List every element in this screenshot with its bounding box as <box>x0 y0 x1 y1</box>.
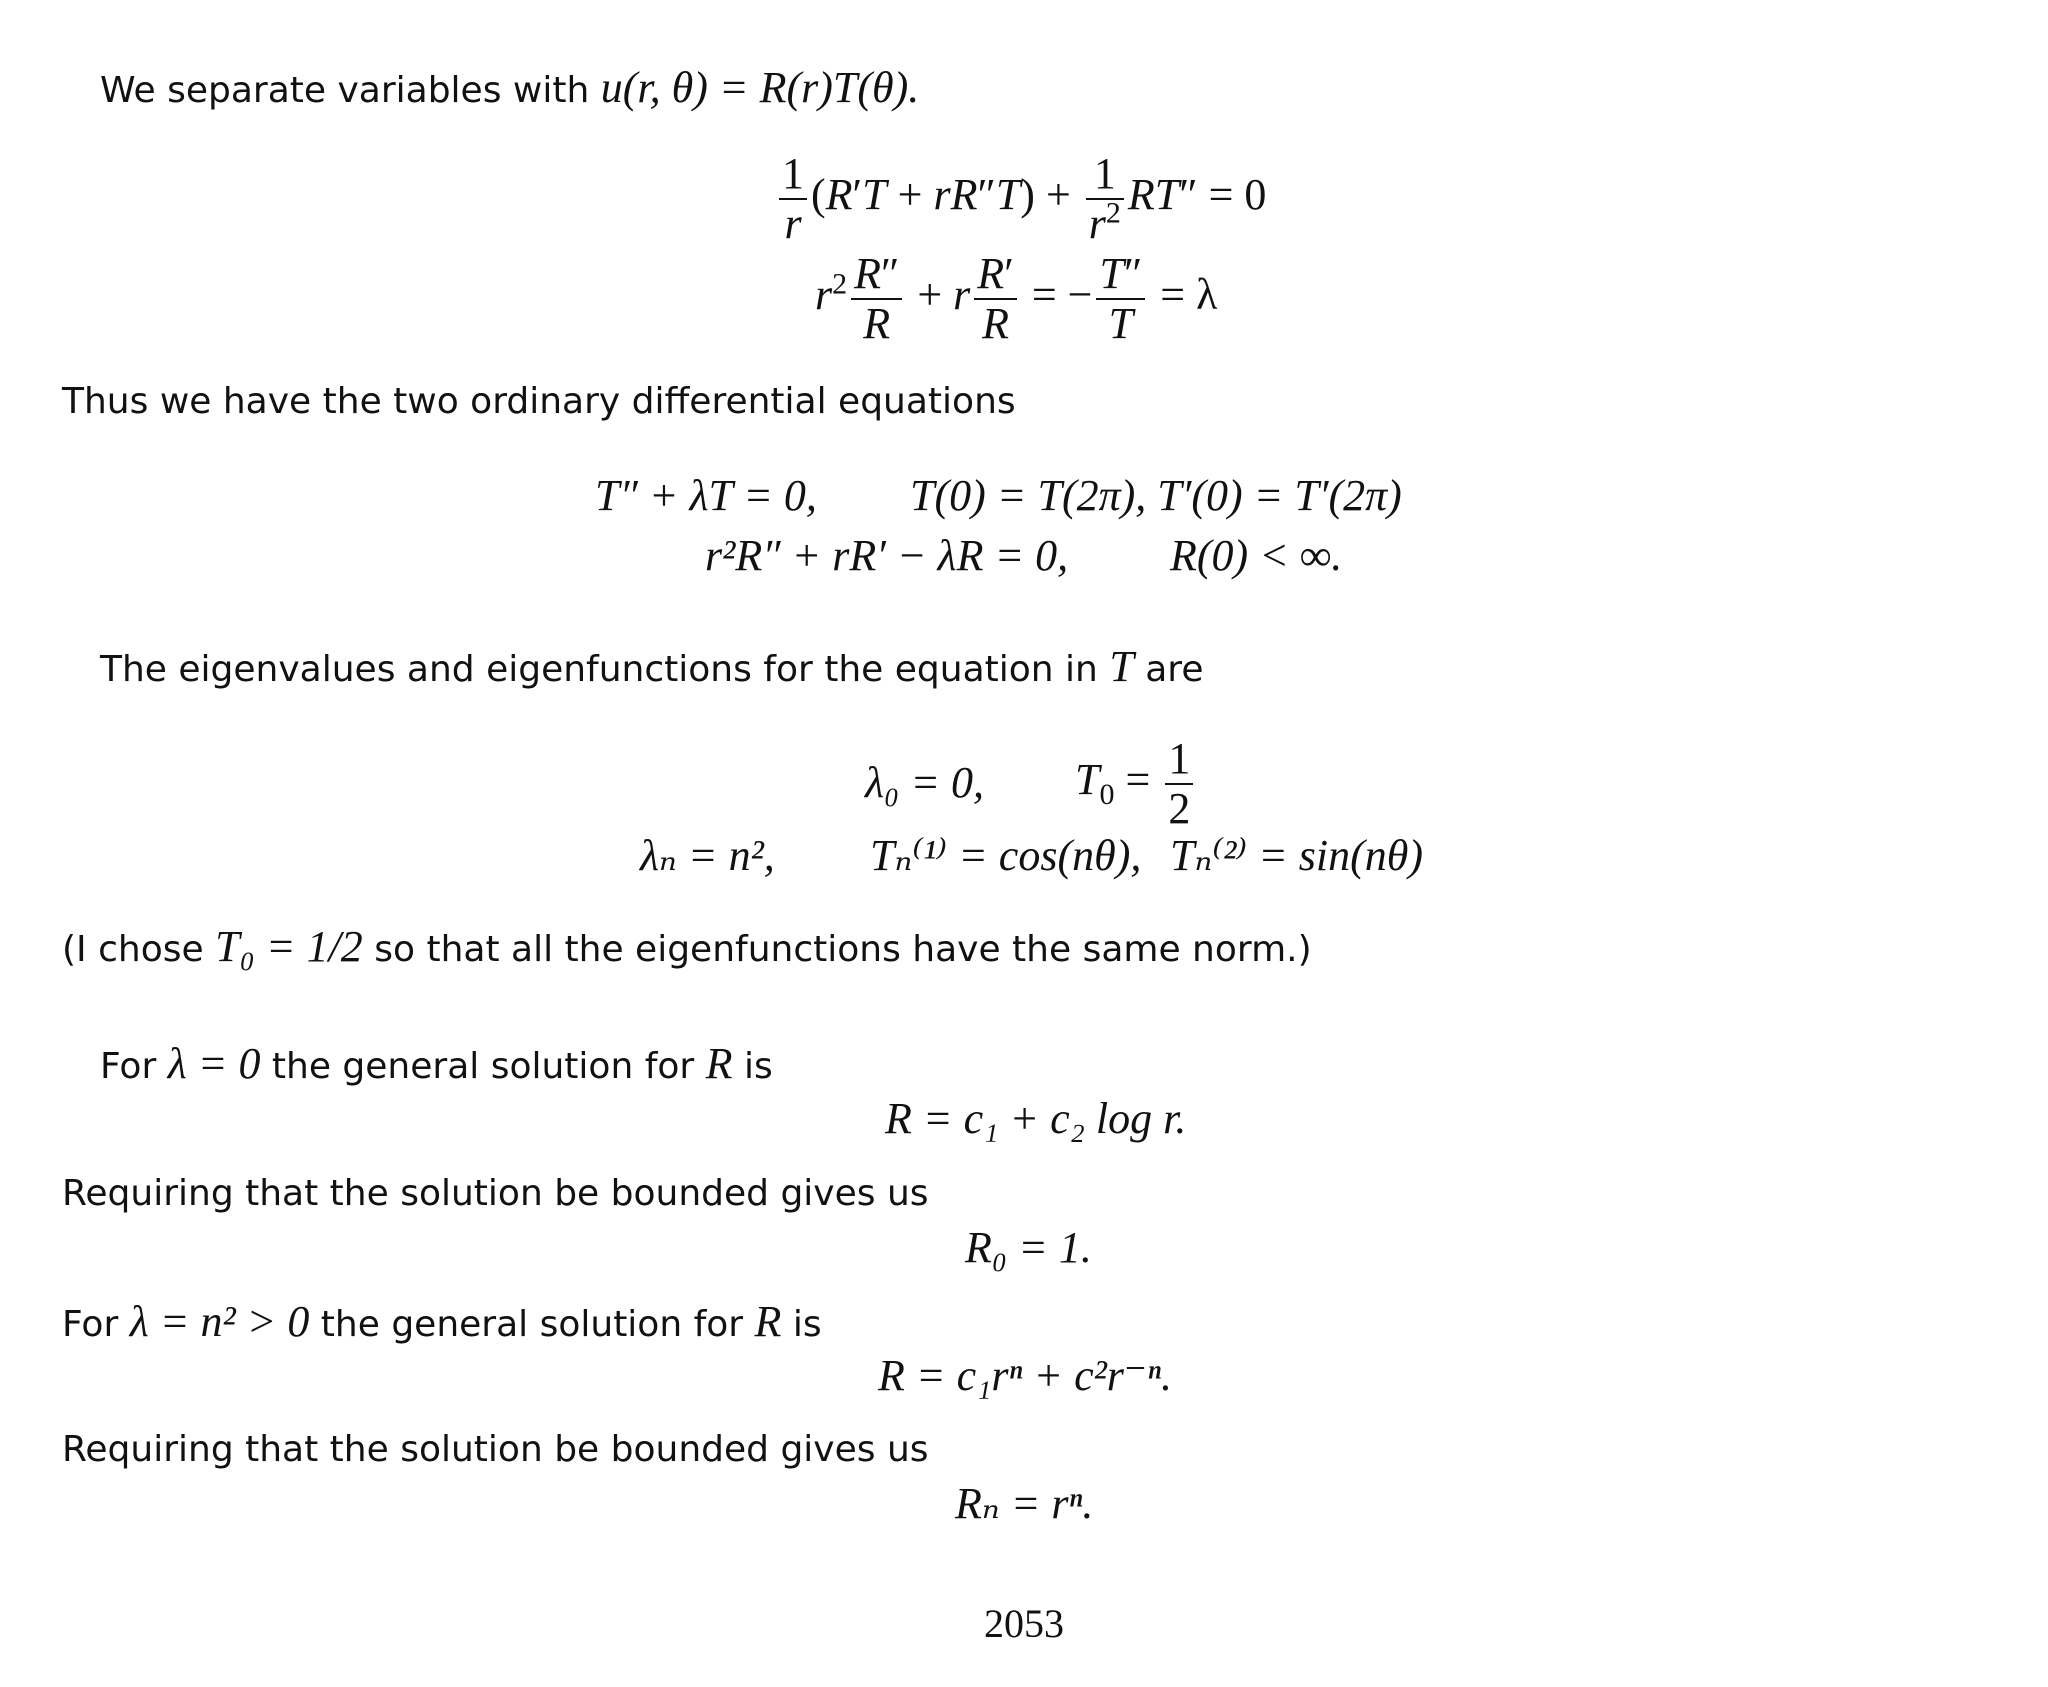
tn2: Tₙ⁽²⁾ = sin(nθ) <box>1170 831 1424 880</box>
tn2-equation <box>1170 830 1423 882</box>
separation-equation-1: $\frac{1}{r}$ (R′T + rR″T) + $\frac{1}{r^2}$ RT″ = 0 <box>775 150 1266 248</box>
for0-var: R <box>705 1039 733 1088</box>
chose-math: T₀ = 1/2 <box>215 922 363 971</box>
chose-b: so that all the eigenfunctions have the same norm.) <box>374 929 1312 970</box>
forn-math: λ = n² > 0 <box>129 1297 310 1346</box>
tn1-equation <box>870 830 1141 882</box>
rn: Rₙ = rⁿ. <box>955 1479 1094 1528</box>
for0-c: is <box>744 1046 773 1087</box>
forn-var: R <box>754 1297 782 1346</box>
r-genn: R = c₁rⁿ + c²r⁻ⁿ. <box>878 1351 1172 1400</box>
eigen-text: The eigenvalues and eigenfunctions for the equation in <box>100 649 1098 690</box>
page-number: 2053 <box>984 1601 1064 1646</box>
intro-paragraph <box>100 63 920 113</box>
lambdan: λₙ = n², <box>640 831 775 880</box>
chose-a: (I chose <box>62 929 204 970</box>
for-lambdan-paragraph <box>62 1297 822 1347</box>
r-general-lambda0 <box>885 1093 1186 1145</box>
forn-b: the general solution for <box>320 1304 744 1345</box>
ode-t-boundary <box>910 470 1402 522</box>
chose-paragraph <box>62 922 1312 972</box>
lambda0: λ₀ = 0, <box>865 758 985 807</box>
ode-r-boundary <box>1170 530 1342 582</box>
for0-b: the general solution for <box>271 1046 695 1087</box>
ode-t: T″ + λT = 0, <box>595 471 817 520</box>
ode-t-equation <box>595 470 817 522</box>
tn1: Tₙ⁽¹⁾ = cos(nθ), <box>870 831 1142 880</box>
ode-r-equation <box>705 530 1068 582</box>
lambda0-equation <box>865 757 984 809</box>
lambdan-equation <box>640 830 775 882</box>
rn-equation <box>955 1478 1093 1530</box>
r0-equation <box>965 1222 1092 1274</box>
for0-a: For <box>100 1046 157 1087</box>
for0-math: λ = 0 <box>167 1039 261 1088</box>
eigen-paragraph <box>100 642 1204 692</box>
thus-paragraph: Thus we have the two ordinary differential equations <box>62 381 1016 422</box>
bounded-paragraph-2: Requiring that the solution be bounded gives us <box>62 1429 929 1470</box>
separation-equation-2: $r^2$ $\frac{R''}{R}$ + r $\frac{R'}{R}$ = − $\frac{T''}{T}$ = λ <box>815 249 1218 348</box>
r-gen0: R = c₁ + c₂ log r. <box>885 1094 1187 1143</box>
intro-math: u(r, θ) = R(r)T(θ). <box>600 63 920 112</box>
eigen-are: are <box>1145 649 1204 690</box>
forn-a: For <box>62 1304 119 1345</box>
intro-text: We separate variables with <box>100 70 590 111</box>
ode-t-bc: T(0) = T(2π), T′(0) = T′(2π) <box>910 471 1402 520</box>
t0-equation: $T_0$ = $\frac{1}{2}$ <box>1075 735 1197 833</box>
for-lambda0-paragraph <box>100 1039 773 1089</box>
r-general-lambdan <box>878 1350 1172 1402</box>
forn-c: is <box>792 1304 822 1345</box>
ode-r: r²R″ + rR′ − λR = 0, <box>705 531 1069 580</box>
bounded-paragraph-1: Requiring that the solution be bounded gives us <box>62 1173 929 1214</box>
r0: R₀ = 1. <box>965 1223 1092 1272</box>
ode-r-bc: R(0) < ∞. <box>1170 531 1343 580</box>
eigen-var: T <box>1109 642 1134 691</box>
